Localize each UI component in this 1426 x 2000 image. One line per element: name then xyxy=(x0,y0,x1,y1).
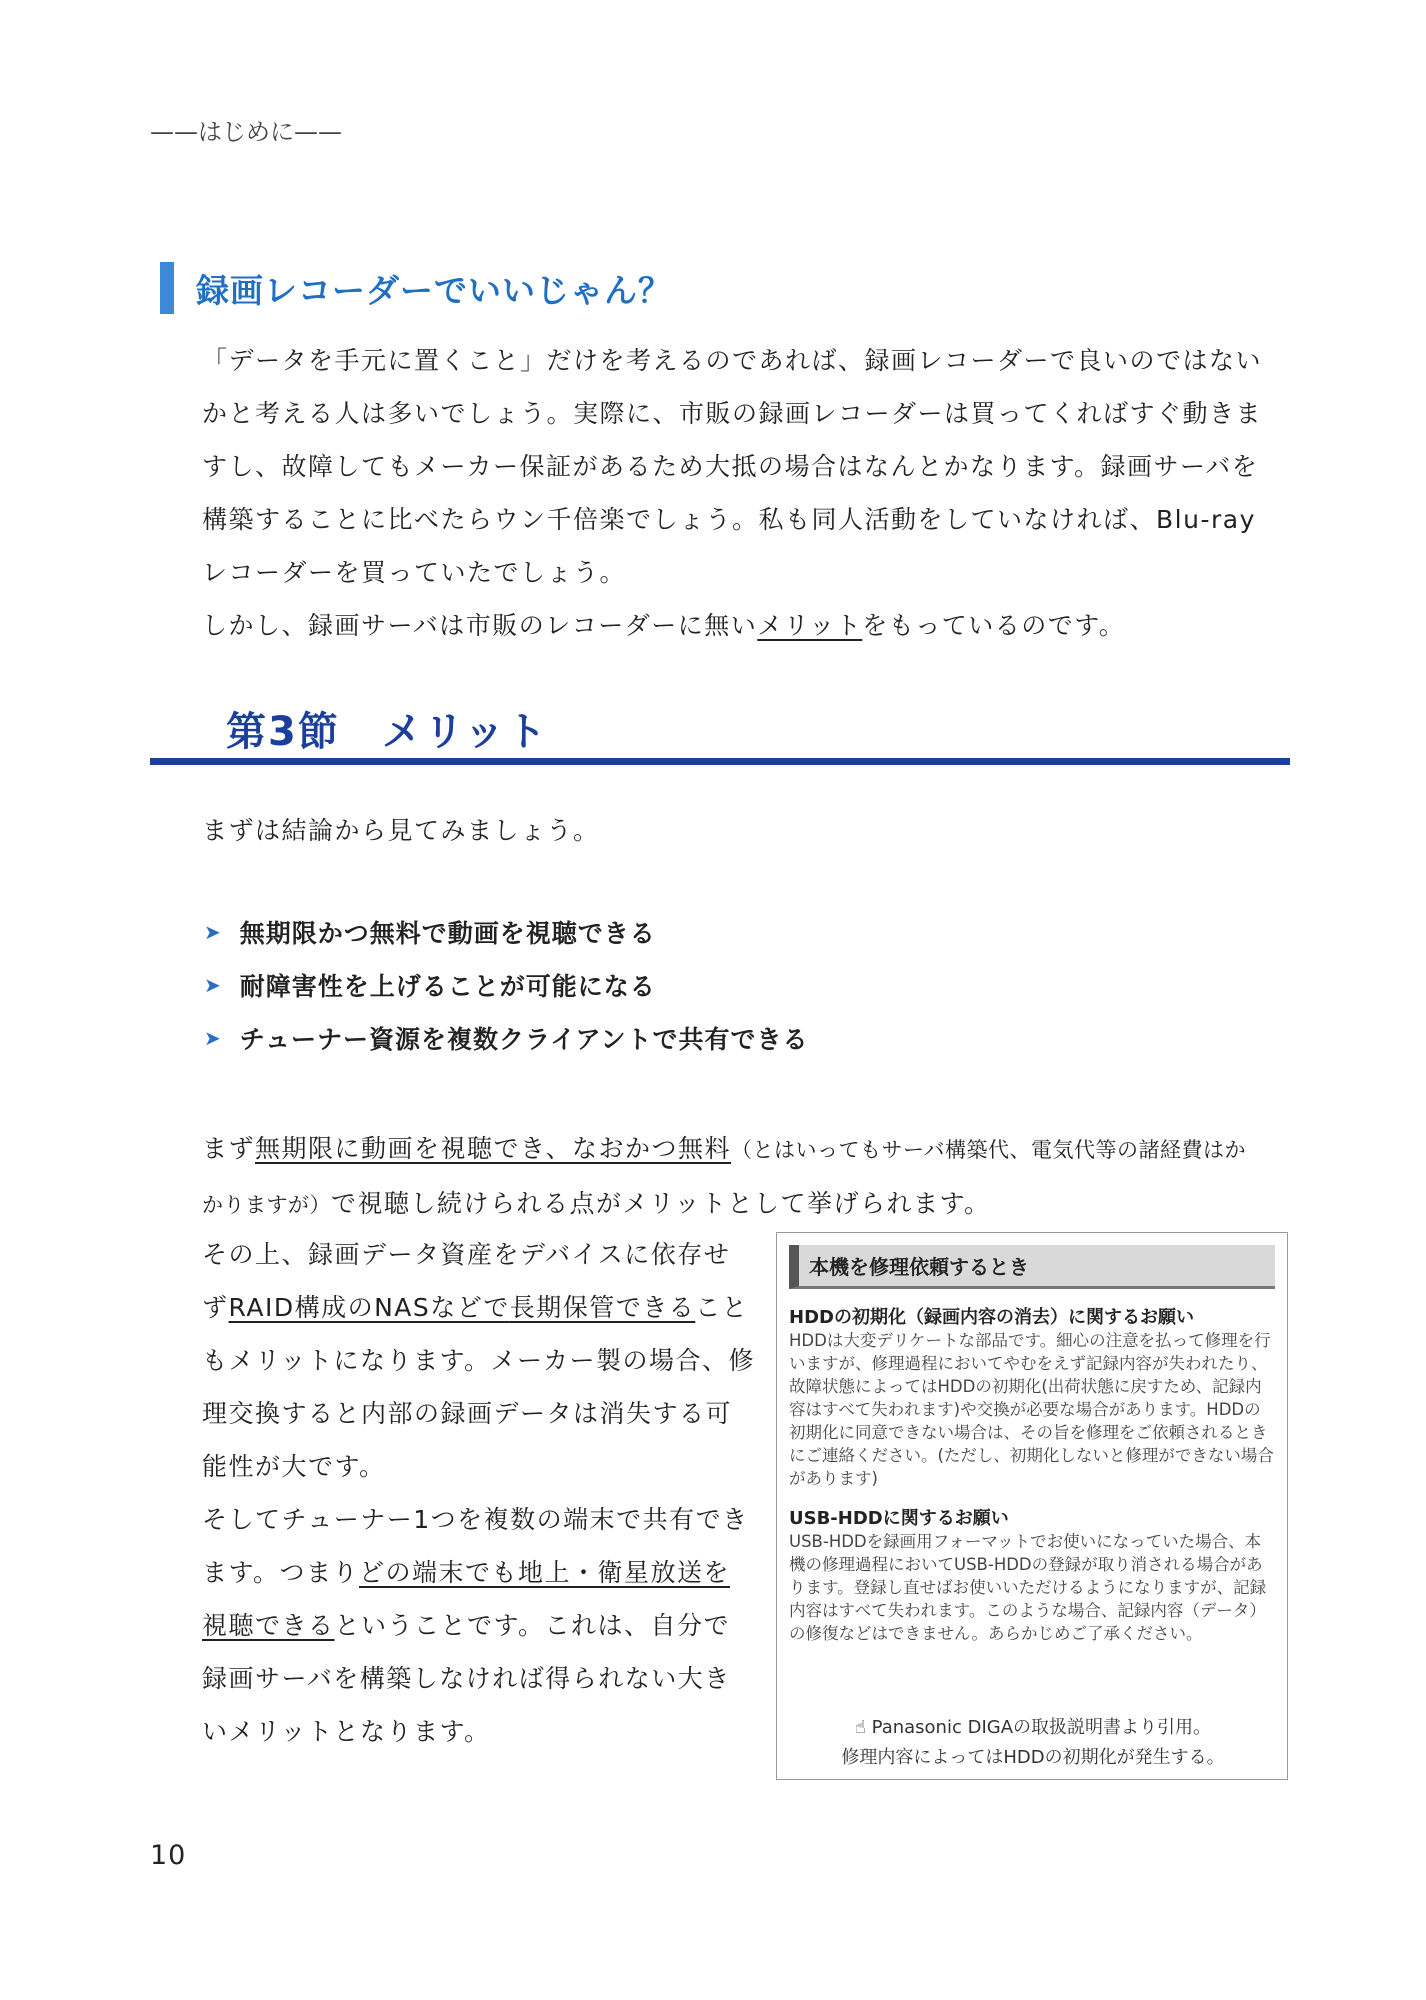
arrow-bullet-icon: ➤ xyxy=(204,1025,222,1050)
figure-title: 本機を修理依頼するとき xyxy=(789,1245,1275,1289)
figure-section-1-body: HDDは大変デリケートな部品です。細心の注意を払って修理を行いますが、修理過程においてやむをえず記録内容が失われたり、故障状態によってはHDDの初期化(出荷状態に戻すため、記録内容はすべて失われます)や交換が必要な場合があります。HDDの初期化に同意できない場合は、その旨を修理をご依頼されるときにご連絡ください。(ただし、初期化しないと修理ができない場合があります) xyxy=(789,1331,1274,1488)
cost-note: （とはいってもサーバ構築代、電気代等の諸経費はかかりますが） xyxy=(202,1138,1246,1217)
body-paragraph-1: まず無期限に動画を視聴でき、なおかつ無料（とはいってもサーバ構築代、電気代等の諸経費はかかりますが）で視聴し続けられる点がメリットとして挙げられます。 xyxy=(202,1134,1246,1218)
sub-heading-text: 録画レコーダーでいいじゃん？ xyxy=(196,270,672,310)
figure-section-2-body: USB-HDDを録画用フォーマットでお使いになっていた場合、本機の修理過程においてUSB-HDDの登録が取り消される場合があります。登録し直せばお使いいただけるようになりますが、記録内容はすべて失われます。このような場合、記録内容（データ）の修復などはできません。あらかじめご了承ください。 xyxy=(789,1532,1267,1643)
heading-accent-bar xyxy=(160,262,174,314)
figure-section-2-title: USB-HDDに関するお願い xyxy=(789,1508,1009,1529)
intro-p2: しかし、録画サーバは市販のレコーダーに無いメリットをもっているのです。 xyxy=(202,611,1126,640)
long-term-underline: 長期保管できる xyxy=(509,1293,696,1322)
intro-paragraph xyxy=(176,334,1266,652)
merit-list xyxy=(204,905,809,1064)
merit-underline: メリット xyxy=(757,611,863,640)
broadcast-underline: どの端末でも地上・衛星放送を視聴できる xyxy=(202,1558,731,1640)
running-head: ——はじめに—— xyxy=(150,118,342,146)
list-item: ➤ 無期限かつ無料で動画を視聴できる xyxy=(204,918,656,948)
lead-text: まずは結論から見てみましょう。 xyxy=(202,816,600,845)
section-rule xyxy=(150,758,1290,765)
pointing-hand-icon: ☝ xyxy=(854,1717,866,1738)
section-heading: 第3節 メリット xyxy=(226,709,549,755)
manual-excerpt-figure xyxy=(776,1232,1288,1780)
arrow-bullet-icon: ➤ xyxy=(204,972,222,997)
body-left-column xyxy=(176,1228,756,1758)
list-item: ➤ チューナー資源を複数クライアントで共有できる xyxy=(204,1024,809,1054)
arrow-bullet-icon: ➤ xyxy=(204,919,222,944)
list-item: ➤ 耐障害性を上げることが可能になる xyxy=(204,971,656,1001)
free-viewing-underline: 無期限に動画を視聴でき、なおかつ無料 xyxy=(255,1134,732,1163)
figure-section-1-title: HDDの初期化（録画内容の消去）に関するお願い xyxy=(789,1307,1194,1328)
sub-heading xyxy=(160,262,672,314)
intro-p1: 「データを手元に置くこと」だけを考えるのであれば、録画レコーダーで良いのではないかと考える人は多いでしょう。実際に、市販の録画レコーダーは買ってくればすぐ動きますし、故障してもメーカー保証があるため大抵の場合はなんとかなります。録画サーバを構築することに比べたらウン千倍楽でしょう。私も同人活動をしていなければ、Blu-rayレコーダーを買っていたでしょう。 xyxy=(202,346,1263,587)
figure-caption: ☝ Panasonic DIGAの取扱説明書より引用。 修理内容によってはHDDの初期化が発生する。 xyxy=(841,1717,1225,1768)
body-paragraph-3: そしてチューナー1つを複数の端末で共有できます。つまりどの端末でも地上・衛星放送を視聴できるということです。これは、自分で録画サーバを構築しなければ得られない大きいメリットとなります。 xyxy=(202,1505,749,1746)
raid-underline: RAID構成のNASなどで xyxy=(228,1293,510,1322)
body-paragraph-2: その上、録画データ資産をデバイスに依存せずRAID構成のNASなどで長期保管できることもメリットになります。メーカー製の場合、修理交換すると内部の録画データは消失する可能性が大です。 xyxy=(202,1240,756,1481)
page-number: 10 xyxy=(150,1840,187,1871)
